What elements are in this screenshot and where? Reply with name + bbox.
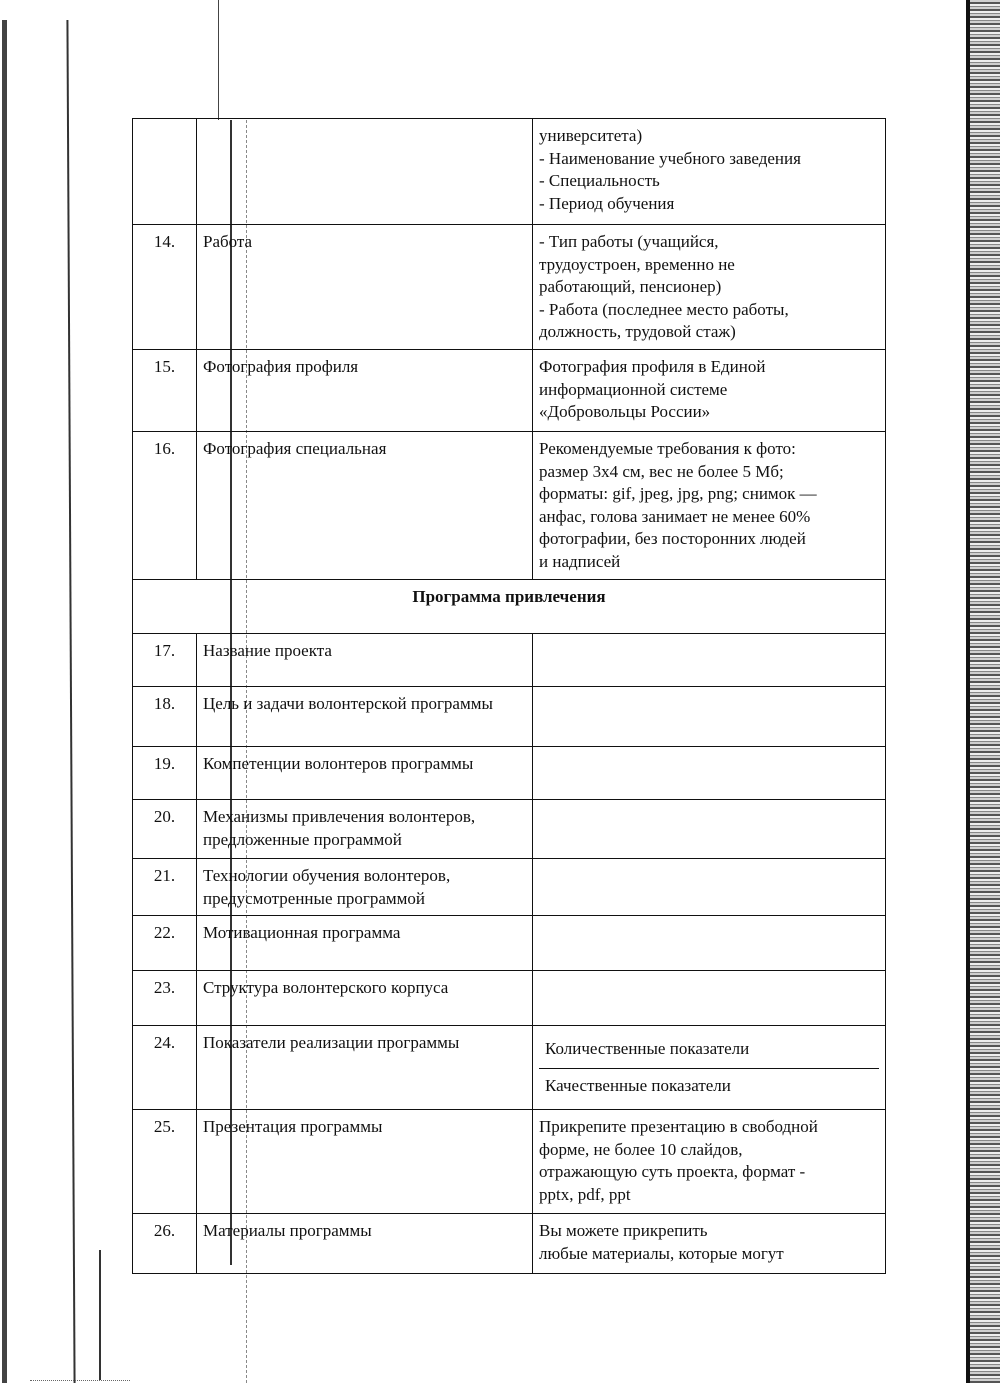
table-row-continuation [133,119,886,225]
description-line: фотографии, без посторонних людей [539,529,806,548]
table-row [133,971,886,1026]
description-line: - Работа (последнее место работы, [539,299,789,319]
scan-edge-right-noise [970,0,1000,1383]
description-line: университета) [539,126,643,145]
table-row [133,432,886,580]
row-description [533,432,886,580]
description-line: pptx, pdf, ppt [539,1184,631,1204]
scan-artifact-line [218,0,219,120]
description-line: - Тип работы (учащийся, [539,232,719,251]
table-row [133,916,886,971]
table-row [133,225,886,350]
row-number: 22. [133,916,197,971]
row-number: 26. [133,1214,197,1274]
row-name: Технологии обучения волонтеров, предусмотренные программой [197,859,533,916]
row-number: 15. [133,350,197,432]
description-line: форматы: gif, jpeg, jpg, png; снимок — [539,484,817,503]
table-row [133,1110,886,1214]
description-line: - Специальность [539,171,660,190]
row-name: Название проекта [197,634,533,687]
table-row [133,859,886,916]
section-title: Программа привлечения [133,580,886,634]
row-name: Компетенции волонтеров программы [197,747,533,800]
table-row [133,800,886,859]
row-description [533,687,886,747]
form-fields-table [132,118,886,1274]
description-line: Прикрепите презентацию в свободной [539,1117,818,1136]
scan-artifact-dots [30,1380,130,1381]
row-description [533,1110,886,1214]
row-description [533,859,886,916]
indicator-quantitative: Количественные показатели [545,1039,750,1058]
row-number: 18. [133,687,197,747]
row-name: Презентация программы [197,1110,533,1214]
row-number: 19. [133,747,197,800]
table-row [133,687,886,747]
row-description [533,1026,886,1110]
row-number: 23. [133,971,197,1026]
description-line: должность, трудовой стаж) [539,322,736,341]
row-number: 17. [133,634,197,687]
row-description [533,225,886,350]
scan-artifact-line [66,20,75,1383]
description-line: любые материалы, которые могут [539,1243,784,1263]
row-description [533,916,886,971]
row-name: Показатели реализации программы [197,1026,533,1110]
description-line: трудоустроен, временно не [539,254,735,274]
row-description [533,971,886,1026]
scan-artifact-line [99,1250,101,1380]
row-name: Работа [197,225,533,350]
row-number: 14. [133,225,197,350]
description-line: информационной системе [539,379,728,399]
row-description [533,800,886,859]
description-line: Вы можете прикрепить [539,1221,708,1240]
table-row-indicators [133,1026,886,1110]
row-number: 21. [133,859,197,916]
table-row [133,634,886,687]
description-line: размер 3х4 см, вес не более 5 Мб; [539,461,784,481]
indicator-qualitative: Качественные показатели [539,1068,879,1105]
row-name: Фотография профиля [197,350,533,432]
row-number: 24. [133,1026,197,1110]
description-line: «Добровольцы России» [539,402,711,421]
row-name [197,119,533,225]
row-description [533,350,886,432]
description-line: и надписей [539,551,621,571]
row-number: 16. [133,432,197,580]
table-row [133,350,886,432]
description-line: Рекомендуемые требования к фото: [539,439,796,458]
row-name: Фотография специальная [197,432,533,580]
description-line: анфас, голова занимает не менее 60% [539,506,811,526]
row-name: Структура волонтерского корпуса [197,971,533,1026]
row-description [533,747,886,800]
row-number [133,119,197,225]
description-line: - Наименование учебного заведения [539,148,801,168]
row-name: Механизмы привлечения волонтеров, предложенные программой [197,800,533,859]
section-header-row [133,580,886,634]
description-line: отражающую суть проекта, формат - [539,1162,806,1181]
table-row [133,1214,886,1274]
row-name: Материалы программы [197,1214,533,1274]
description-line: форме, не более 10 слайдов, [539,1139,743,1159]
scan-edge-left [2,20,7,1383]
row-number: 20. [133,800,197,859]
row-name: Цель и задачи волонтерской программы [197,687,533,747]
row-name: Мотивационная программа [197,916,533,971]
row-description [533,634,886,687]
description-line: Фотография профиля в Единой [539,357,766,376]
row-number: 25. [133,1110,197,1214]
row-description [533,119,886,225]
description-line: - Период обучения [539,193,675,213]
description-line: работающий, пенсионер) [539,277,722,296]
row-description [533,1214,886,1274]
table-row [133,747,886,800]
